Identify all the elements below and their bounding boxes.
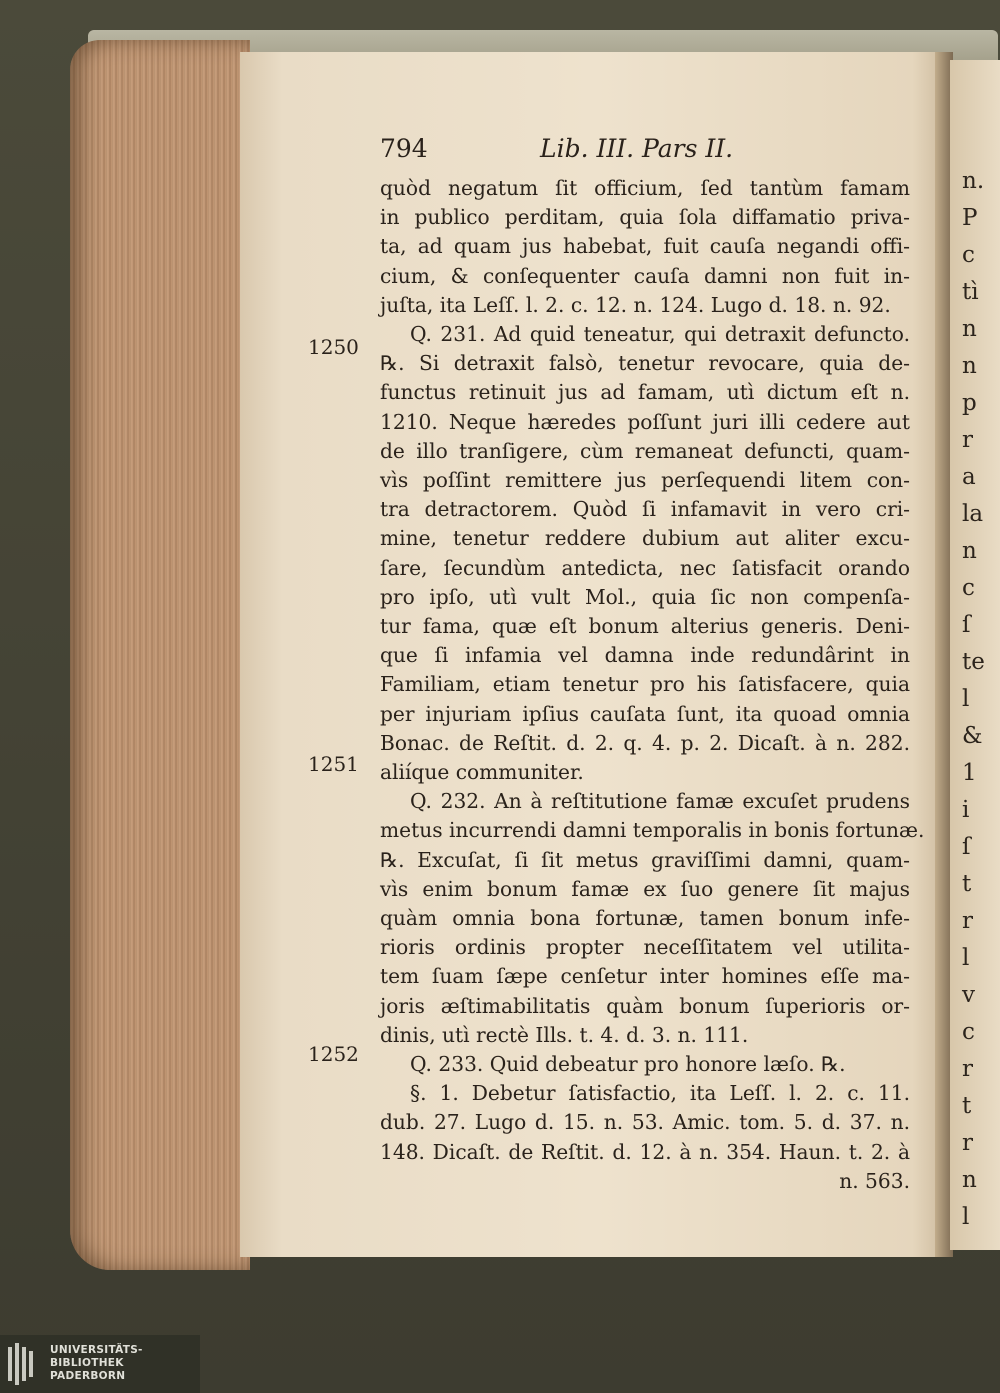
text-line: pro ipſo, utì vult Mol., quia ſic non compenſa- xyxy=(380,584,910,609)
margin-number-1250: 1250 xyxy=(308,335,359,359)
library-logo-icon xyxy=(6,1343,38,1385)
right-page-fragment: a xyxy=(962,464,976,490)
text-line: Bonac. de Reſtit. d. 2. q. 4. p. 2. Dicaſt. à n. 282. xyxy=(380,730,910,755)
right-page-fragment: t xyxy=(962,1093,972,1119)
right-page-fragment: te xyxy=(962,649,985,675)
right-page-fragment: r xyxy=(962,1056,973,1082)
text-line: per injuriam ipſius cauſata ſunt, ita quoad omnia xyxy=(380,701,910,726)
right-page-fragment: r xyxy=(962,427,973,453)
right-page-fragment: 1 xyxy=(962,760,977,786)
right-page-fragment: l xyxy=(962,686,970,712)
text-line: quàm omnia bona fortunæ, tamen bonum infe- xyxy=(380,906,910,930)
right-page-fragment: & xyxy=(962,723,983,749)
text-line: quòd negatum ſit officium, ſed tantùm famam xyxy=(380,176,910,200)
page-header xyxy=(380,130,910,170)
right-page-fragment: n xyxy=(962,353,977,379)
text-line: vìs enim bonum famæ ex ſuo genere ſit majus xyxy=(380,876,910,901)
right-page-fragment: n xyxy=(962,538,977,564)
text-line: juſta, ita Leſſ. l. 2. c. 12. n. 124. Lugo d. 18. n. 92. xyxy=(380,292,891,317)
right-page-fragment: P xyxy=(962,205,978,231)
right-page-fragment: t xyxy=(962,871,972,897)
text-line: Familiam, etiam tenetur pro his ſatisfacere, quia xyxy=(380,672,910,697)
text-line: dub. 27. Lugo d. 15. n. 53. Amic. tom. 5. d. 37. n. xyxy=(380,1110,910,1135)
right-page-fragment: c xyxy=(962,242,975,268)
text-line: cium, & conſequenter cauſa damni non fuit in- xyxy=(380,263,910,288)
text-line: que ſi infamia vel damna inde redundârint in xyxy=(380,643,910,668)
right-page-edge xyxy=(950,60,1000,1250)
margin-number-1252: 1252 xyxy=(308,1042,359,1066)
margin-number-1251: 1251 xyxy=(308,752,359,776)
right-page-fragment: l xyxy=(962,1204,970,1230)
right-page-fragment: r xyxy=(962,1130,973,1156)
right-page-fragment: p xyxy=(962,390,977,416)
page-block-edges xyxy=(70,40,250,1270)
text-line: ℞. Si detraxit falsò, tenetur revocare, quia de- xyxy=(380,351,910,376)
library-logo xyxy=(0,1335,200,1393)
text-line: ta, ad quam jus habebat, fuit cauſa negandi offi- xyxy=(380,234,910,259)
right-page-fragment: i xyxy=(962,797,970,823)
right-page-fragment: n xyxy=(962,316,977,342)
right-page-fragment: tì xyxy=(962,279,979,305)
text-line: tur fama, quæ eſt bonum alterius generis. Deni- xyxy=(380,614,910,638)
running-head: Lib. III. Pars II. xyxy=(540,134,734,163)
right-page-fragment: c xyxy=(962,1019,975,1045)
text-line: 148. Dicaſt. de Reſtit. d. 12. à n. 354. Haun. t. 2. à xyxy=(380,1139,910,1164)
text-line: Q. 233. Quid debeatur pro honore læſo. ℞. xyxy=(410,1052,846,1076)
right-page-fragment: ſ xyxy=(962,612,971,638)
text-line: §. 1. Debetur ſatisfactio, ita Leſſ. l. 2. c. 11. xyxy=(410,1081,910,1106)
text-line: 1210. Neque hæredes poſſunt juri illi cedere aut xyxy=(380,409,910,434)
text-line: tem ſuam ſæpe cenſetur inter homines eſſe ma- xyxy=(380,964,910,989)
text-line: tra detractorem. Quòd ſi infamavit in vero cri- xyxy=(380,497,910,522)
text-line: ſare, ſecundùm antedicta, nec ſatisfacit orando xyxy=(380,555,910,580)
text-line: mine, tenetur reddere dubium aut aliter excu- xyxy=(380,526,910,551)
text-line: joris æſtimabilitatis quàm bonum ſuperioris or- xyxy=(380,993,910,1018)
right-page-fragment: n. xyxy=(962,168,985,194)
text-line: dinis, utì rectè Ills. t. 4. d. 3. n. 111. xyxy=(380,1022,749,1047)
library-logo-text: UNIVERSITÄTS- BIBLIOTHEK PADERBORN xyxy=(50,1344,143,1382)
right-page-fragment: c xyxy=(962,575,975,601)
right-page-fragment: n xyxy=(962,1167,977,1193)
right-page-fragment: la xyxy=(962,501,984,527)
text-line: rioris ordinis propter neceſſitatem vel utilita- xyxy=(380,935,910,960)
text-line: functus retinuit jus ad famam, utì dictum eſt n. xyxy=(380,380,910,405)
text-line: aliíque communiter. xyxy=(380,760,584,784)
text-line: n. 563. xyxy=(839,1168,910,1193)
text-line: vìs poſſint remittere jus perſequendi litem con- xyxy=(380,468,910,492)
text-line: metus incurrendi damni temporalis in bonis fortunæ. xyxy=(380,818,925,843)
right-page-fragment: v xyxy=(962,982,975,1008)
text-line: Q. 232. An à reſtitutione famæ excuſet prudens xyxy=(410,789,910,814)
page-number: 794 xyxy=(380,134,428,163)
text-line: de illo tranſigere, cùm remaneat defuncti, quam- xyxy=(380,438,910,463)
text-line: Q. 231. Ad quid teneatur, qui detraxit defuncto. xyxy=(410,322,910,346)
right-page-fragment: ſ xyxy=(962,834,971,860)
text-line: ℞. Excuſat, ſi ſit metus graviſſimi damni, quam- xyxy=(380,847,910,872)
right-page-fragment: r xyxy=(962,908,973,934)
right-page-fragment: l xyxy=(962,945,970,971)
text-line: in publico perditam, quia ſola diffamatio priva- xyxy=(380,205,910,230)
